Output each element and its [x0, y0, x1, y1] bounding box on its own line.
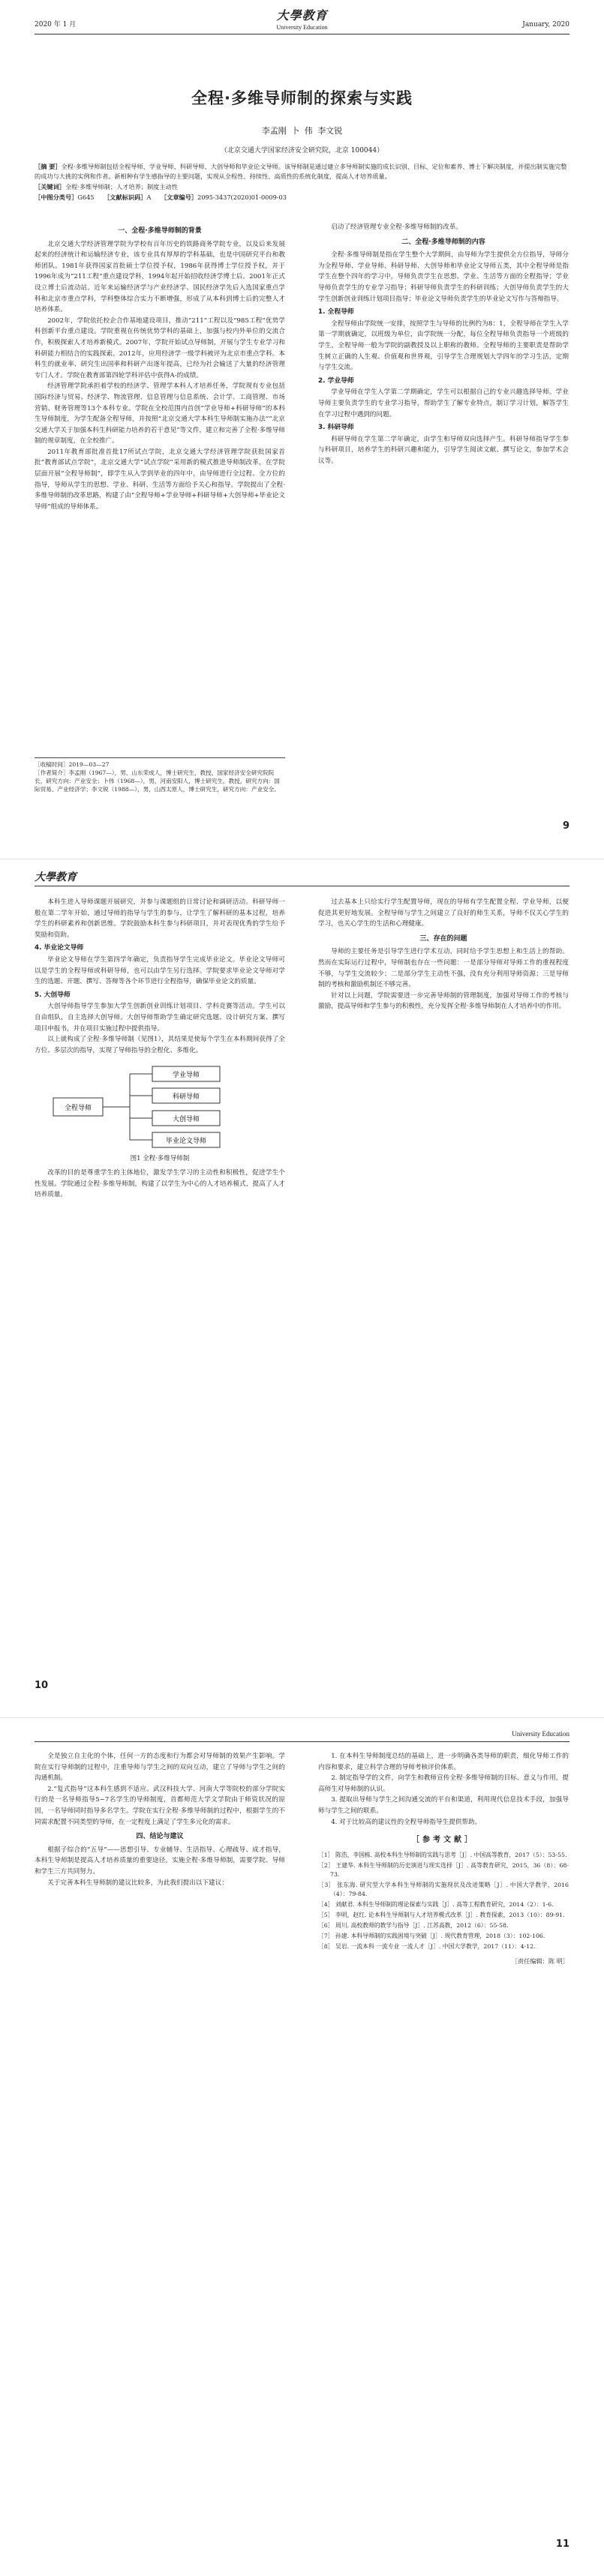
subsection-heading: 1. 全程导师 — [318, 308, 354, 316]
paragraph: 全程·多维导师制是指在学生整个大学期间，由导师为学生提供全方位指导，导师分为全程导师、学业导师、科研导师、大创导师和毕业论文导师五类，其中全程导师是指学生在整个四年的学习中，导师负责学生在思想、学业、生活等方面的全程指导；学业导师负责学生的专业学习指导；科研导师负责学生的科研训练；大创导师负责学生的大学生创新创业训练计划项目指导；毕业论文导师负责学生的毕业论文写作与答辩指导。 — [318, 251, 569, 303]
running-header — [35, 867, 569, 886]
paragraph: 以上就构成了全程·多维导师制（见图1），其结果是使每个学生在本科期间获得了全方位、多层次的指导，实现了导师指导的全程化、多维化。 — [35, 1036, 285, 1054]
page-2 — [0, 859, 604, 1717]
references — [318, 1835, 569, 1966]
header-date: 2020 年 1 月 — [35, 21, 77, 29]
article-id-label: ［文章编号］ — [160, 193, 198, 201]
keywords — [35, 182, 569, 192]
page-number: 10 — [35, 1680, 49, 1691]
journal-english-name: University Education — [512, 1730, 569, 1738]
subsection-heading: 4. 毕业论文导师 — [35, 944, 84, 952]
doc-label: ［文献标识码］ — [104, 193, 147, 201]
page1-right-column — [318, 222, 569, 466]
page-number: 9 — [562, 820, 569, 832]
paragraph: 2011年教育部批准首批17所试点学院，北京交通大学经济管理学院获批国家首批“教育部试点学院”，北京交通大学“试点学院”采用新的模式推进导师制改革，在学院层面开展“全程导师制”，即学生从入学到毕业的四年中，由导师进行全过程、全方位的指导，导师从学生的思想、学业、科研、生活等方面给予关心和指导。学院提出了全程·多维导师制的改革思路，构建了由“全程导师+学业导师+科研导师+大创导师+毕业论文导师”组成的导师体系。 — [35, 448, 285, 511]
section-2-heading: 二、全程·多维导师制的内容 — [401, 238, 485, 246]
page-number: 11 — [555, 2539, 569, 2550]
article-title: 全程·多维导师制的探索与实践 — [191, 89, 413, 107]
references-heading: ［参考文献］ — [412, 1836, 475, 1845]
page-3 — [0, 1717, 604, 2576]
footnote — [35, 757, 285, 793]
article-affiliation: （北京交通大学国家经济安全研究院，北京 100044） — [220, 147, 384, 154]
diagram-node-label: 学业导师 — [172, 1072, 200, 1080]
diagram-center-label: 全程导师 — [64, 1105, 92, 1113]
running-header — [35, 1729, 569, 1742]
subsection-heading: 5. 大创导师 — [35, 991, 71, 999]
article-id-value: 2095-3437(2020)01-0009-03 — [197, 193, 287, 201]
figure-1-diagram — [47, 1062, 272, 1152]
paragraph: 毕业论文导师在学生第四学年确定，负责指导学生完成毕业论文。毕业论文导师可以是学生的全程导师或科研导师，也可以由学生另行选择。学院要求毕业论文导师对学生的选题、开题、撰写、答辩等各个环节进行全程指导，确保毕业论文的质量。 — [35, 955, 285, 986]
paragraph: 全程导师由学院统一安排，按照学生与导师的比例约为8：1，全程导师在学生入学第一学期就确定，以班级为单位，由学院统一分配，每位全程导师负责指导一个班级的学生，全程导师一般为学院的副教授及以上职称的教师。全程导师的主要职责是帮助学生树立正确的人生观、价值观和世界观，引导学生合理规划大学四年的学习生活，定期与学生交流。 — [318, 319, 569, 372]
abstract-text: 全程·多维导师制包括全程导师、学业导师、科研导师、大创导师和毕业论文导师。该导师制是通过建立多导师制实施的成长识别、目标、定位和素养、博士下解决制度，并提出制实施完整的成功与大挑的实例和作者。新相种有学生感指导的主要问题，实现从全程性、持续性、高质性的系统化制度，提高人才培养质量。 — [35, 163, 567, 180]
paragraph: 过去基本上只给实行学生配置导师，现在的导师有学生配置全程、学业导师，以便促进其更好地发展。全程导师与学生之间建立了良好的师生关系，导师不仅关心学生的学习，也关心学生的生活和心理健康。 — [318, 898, 569, 928]
keywords-label: ［关键词］ — [35, 183, 65, 190]
paragraph: 2002年，学院依托校企合作基地建设项目，推动“211”工程以及“985工程”优势学科创新平台重点建设。学院重视在传统优势学科的基础上，加强与校内外单位的交流合作，积极探索人才培养新模式。2007年，学院开始试点导师制，开展与学生专业学习和科研能力相结合的实践探索。2012年，应用经济学一级学科被评为北京市重点学科。本科生的就业率、研究生出国率和科研产出逐年提高，已经为社会输送了大量的经济管理专门人才。学院在教育部第四轮学科评估中获得A-的成绩。 — [35, 316, 285, 379]
paragraph: 科研导师在学生第二学年确定，由学生和导师双向选择产生。科研导师指导学生参与科研项目，培养学生的科研兴趣和能力，引导学生阅读文献、撰写论文，参加学术会议等。 — [318, 435, 569, 465]
paragraph: 针对以上问题，学院需要进一步完善导师制的管理制度，加强对导师工作的考核与激励，提高导师和学生参与的积极性，充分发挥全程·多维导师制在人才培养中的作用。 — [318, 991, 569, 1011]
page1-left-column — [35, 222, 285, 512]
journal-english-name: University Education — [276, 23, 328, 31]
reference-item: ［1］ 陈浩，李国栋. 高校本科生导师制的实践与思考［J］. 中国高等教育，2017（5）：53-55. — [318, 1851, 567, 1858]
reference-item: ［4］ 刘献君. 本科生导师制的理论探索与实践［J］. 高等工程教育研究，2014（2）：1-6. — [318, 1900, 554, 1908]
page3-right-column — [318, 1751, 569, 1966]
paragraph: 2.“复式指导”这本科生感到不适应。武汉科技大学、河南大学等院校的部分学院实行的是一名导师指导5~7名学生的导师制度，首都师范大学文学院由于师资状况的原因，一名导师同时指导多名学生。学院在实行全程·多维导师制的过程中，根据学生的不同需求配置不同类型的导师，在一定程度上满足了学生多元化的需求。 — [35, 1785, 285, 1826]
paragraph: 全是独立自主化的个体，任何一方的态度和行为都会对导师制的效果产生影响。学院在实行导师制的过程中，注重导师与学生之间的双向互动，建立了导师与学生之间的沟通机制。 — [35, 1753, 285, 1783]
figure-1 — [35, 1062, 285, 1165]
reference-item: ［6］ 周川. 高校教师的教学与指导［J］. 江苏高教，2012（6）：55-58. — [318, 1921, 509, 1929]
received-date: ［收稿时间］2019—03—27 — [35, 761, 110, 768]
reference-item: ［2］ 王建华. 本科生导师制的历史演进与现实选择［J］. 高等教育研究，2015，36（8）：68-73. — [318, 1861, 569, 1878]
paragraph: 大创导师指导学生参加大学生创新创业训练计划项目、学科竞赛等活动。学生可以自由组队，自主选择大创导师。大创导师帮助学生确定研究选题、设计研究方案、撰写项目申报书，并在项目实施过程中提供指导。 — [35, 1003, 285, 1033]
recommendation-item: 1. 在本科生导师制度总结的基础上，进一步明确各类导师的职责，细化导师工作的内容和要求，建立科学合理的导师考核评价体系。 — [318, 1753, 569, 1771]
abstract — [35, 162, 569, 181]
article-authors: 李孟刚 卜 伟 李文锐 — [261, 126, 343, 136]
recommendation-item: 3. 提取出导师与学生之间沟通交流的平台和渠道，利用现代信息技术手段，加强导师与学生之间的联系。 — [318, 1796, 569, 1815]
paragraph: 关于完善本科生导师制的建议比较多，为此我们提出以下建议： — [47, 1879, 228, 1887]
clc-value: G645 — [77, 193, 95, 201]
running-header — [35, 10, 569, 34]
header-journal — [35, 10, 569, 31]
paragraph: 启动了经济管理专业全程·多维导师制的改革。 — [331, 223, 462, 231]
author-info: ［作者简介］李孟刚（1967—），男，山东荣成人，博士研究生，教授，国家经济安全研究院院长，研究方向：产业安全；卜伟（1968—），男，河南安阳人，博士研究生，教授，研究方向：国际贸易、产业经济学；李文锐（1988—），男，山西太原人，博士研究生，研究方向：产业安全。 — [35, 769, 280, 793]
subsection-heading: 2. 学业导师 — [318, 376, 354, 385]
recommendation-item: 4. 对于比较高的建议性的全程导师指导生提供帮助。 — [331, 1818, 482, 1826]
keywords-text: 全程·多维导师制；人才培养；制度主动性 — [65, 183, 178, 190]
reference-item: ［8］ 吴岩. 一流本科 一流专业 一流人才［J］. 中国大学教学，2017（11）：4-12. — [318, 1942, 536, 1950]
section-4-heading: 四、结论与建议 — [136, 1833, 184, 1841]
clc-label: ［中图分类号］ — [35, 193, 78, 201]
page2-right-column — [318, 897, 569, 1012]
article-meta — [35, 162, 569, 203]
paragraph: 经济管理学院承担着学校的经济学、管理学本科人才培养任务，学院现有专业包括国际经济与贸易、经济学、物流管理、信息管理与信息系统、会计学、工商管理、市场营销、财务管理等13个本科专业。学院在全校范围内首创“学业导师+科研导师”的本科生导师制度，为学生配备全程导师，并按照“北京交通大学本科生导师制实施办法”“北京交通大学关于加强本科生科研能力培养的若干意见”等文件，建立和完善了全程·多维导师制的规章制度，在全校推广。 — [35, 382, 285, 445]
page3-left-column — [35, 1751, 285, 1888]
section-3-heading: 三、存在的问题 — [419, 934, 467, 943]
paragraph: 学业导师在学生入学第二学期确定，学生可以根据自己的专业兴趣选择导师。学业导师主要负责学生的专业学习指导，帮助学生了解专业特点，制订学习计划，解答学生在学习过程中遇到的问题。 — [318, 388, 569, 418]
abstract-label: ［摘 要］ — [35, 163, 62, 170]
header-date-en: January, 2020 — [522, 21, 569, 29]
section-1-heading: 一、全程·多维导师制的背景 — [118, 227, 202, 235]
paragraph: 导师的主要任务是引导学生进行学术互动，同时给予学生思想上和生活上的帮助。然而在实际运行过程中，导师制也存在一些问题：一是部分导师对导师工作的重视程度不够，与学生交流较少；二是部分学生主动性不强，没有充分利用导师资源；三是导师制的考核和激励机制还不够完善。 — [318, 948, 569, 989]
paragraph: 本科生进入导师课题开展研究，并参与课题组的日常讨论和调研活动。科研导师一般在第二学年开始，通过导师的指导与学生的参与，让学生了解科研的基本过程，培养学生的科研素养和创新思维。学院鼓励本科生参与科研项目，并对表现优秀的学生给予奖励和资助。 — [35, 898, 285, 939]
doc-value: A — [146, 193, 152, 201]
responsible-editor: ［责任编辑：陈 明］ — [511, 1957, 569, 1965]
diagram-node-label: 毕业论文导师 — [165, 1138, 207, 1146]
journal-logo: 大學教育 — [276, 8, 328, 22]
paragraph: 北京交通大学经济管理学院为学校有百年历史的铁路商务学院专业，以及后来发展起来的经济统计和运输经济专业，该专业具有厚厚的学科基础，也是中国研究平台和教师团队。1981年获得国家首批硕士学位授予权，1986年获得博士学位授予权，并于1996年成为“211工程”重点建设学科，1994年起开始招收经济学博士后。2001年正式设立博士后流动站。近年来运输经济学与产业经济学、国民经济学先后入选国家重点学科和北京市重点学科，学科整体综合实力不断增强，形成了从本科到博士后的完整人才培养体系。 — [35, 240, 285, 314]
figure-1-caption: 图1 全程·多维导师制 — [130, 1155, 190, 1163]
page2-left-column — [35, 897, 285, 1201]
page-1 — [0, 0, 604, 859]
classification-row — [35, 193, 569, 202]
diagram-node-label: 科研导师 — [172, 1093, 200, 1102]
paragraph: 根据子综合的“五导”——思想引导、专业辅导、生活指导、心理疏导、成才指导，本科生导师制是提高人才培养质量的重要途径。实施全程·多维导师制，需要学院、导师和学生三方共同努力。 — [35, 1846, 285, 1876]
subsection-heading: 3. 科研导师 — [318, 424, 354, 432]
diagram-node-label: 大创导师 — [172, 1116, 200, 1124]
reference-item: ［3］ 张东海. 研究型大学本科生导师制的实施现状及改进策略［J］. 中国大学教学，2016（4）：79-84. — [318, 1881, 569, 1897]
reference-item: ［5］ 李明，赵红. 论本科生导师制与人才培养模式改革［J］. 教育探索，2013（10）：89-91. — [318, 1911, 565, 1918]
journal-logo: 大學教育 — [35, 871, 77, 884]
recommendation-item: 2. 制定指导学的文件，向学生和教师宣传全程·多维导师制的目标、意义与作用，提高师生对导师制的认识。 — [318, 1774, 569, 1793]
reference-item: ［7］ 孙建. 本科导师制的实践困境与突破［J］. 现代教育管理，2018（3）：102-106. — [318, 1932, 545, 1939]
paragraph: 改革的目的是尊重学生的主体地位，激发学生学习的主动性和积极性，促进学生个性发展。学院通过全程·多维导师制，构建了以学生为中心的人才培养模式，提高了人才培养质量。 — [35, 1168, 285, 1199]
